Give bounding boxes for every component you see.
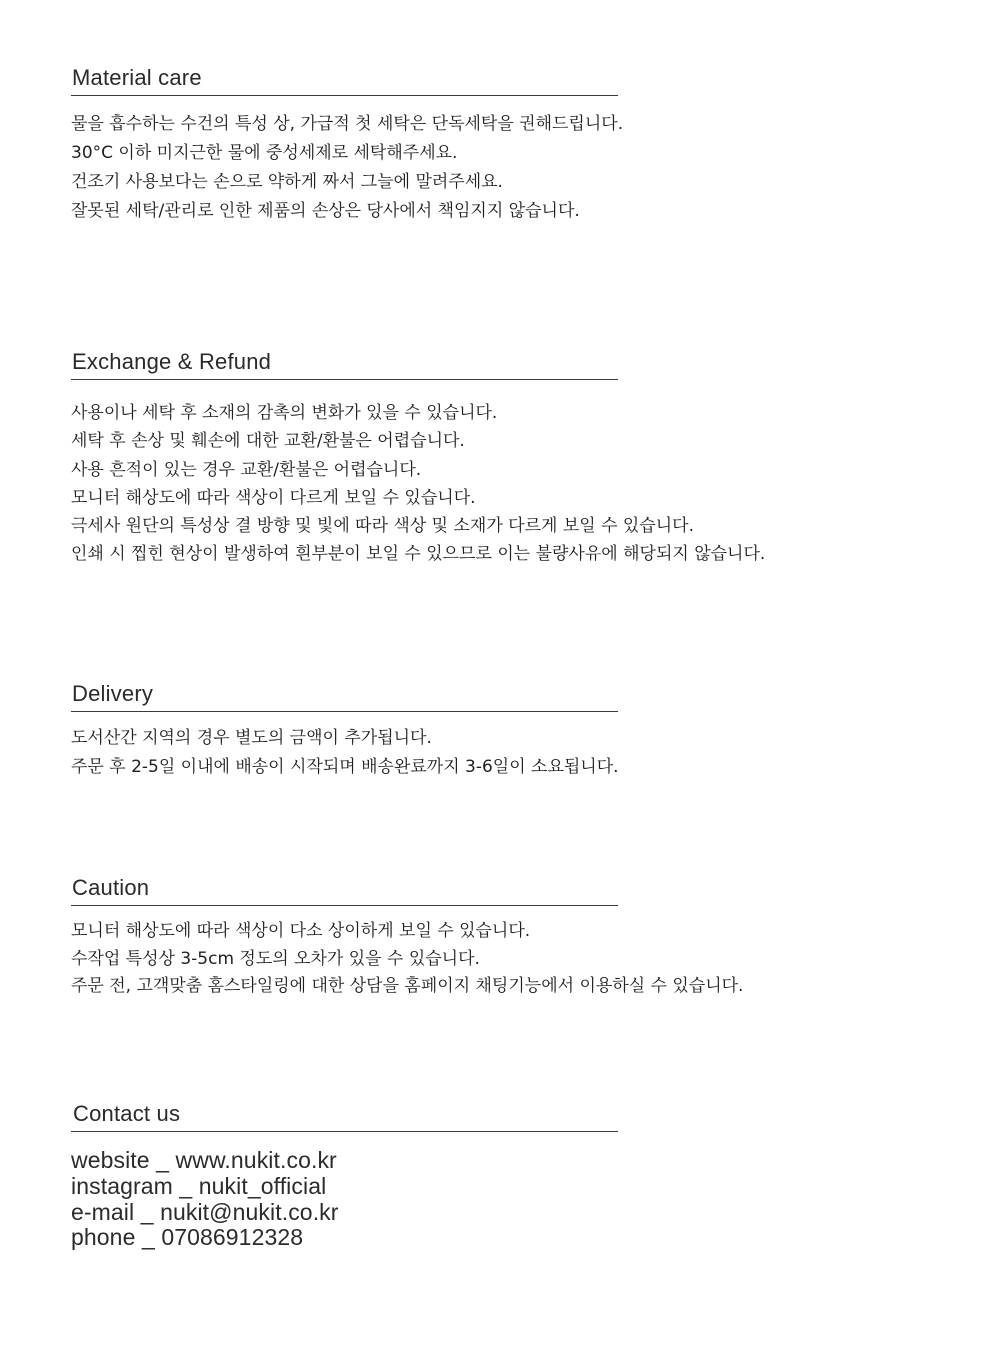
material-care-line: 건조기 사용보다는 손으로 약하게 짜서 그늘에 말려주세요. (71, 172, 503, 192)
delivery-title: Delivery (72, 681, 154, 706)
delivery-divider (71, 711, 618, 712)
contact-email: e-mail _ nukit@nukit.co.kr (71, 1198, 339, 1225)
caution-divider (71, 905, 618, 906)
exchange-refund-line: 인쇄 시 찝힌 현상이 발생하여 흰부분이 보일 수 있으므로 이는 불량사유에 해당되지 않습니다. (71, 544, 766, 565)
material-care-line: 물을 흡수하는 수건의 특성 상, 가급적 첫 세탁은 단독세탁을 권해드립니다. (71, 114, 624, 134)
exchange-refund-line: 사용 흔적이 있는 경우 교환/환불은 어렵습니다. (71, 459, 422, 480)
contact-divider (71, 1131, 618, 1132)
delivery-line: 주문 후 2-5일 이내에 배송이 시작되며 배송완료까지 3-6일이 소요됩니다. (71, 757, 619, 777)
exchange-refund-section (71, 347, 766, 569)
delivery-section (71, 679, 619, 782)
exchange-refund-title: Exchange & Refund (72, 349, 272, 374)
caution-section (71, 873, 744, 1001)
contact-instagram: instagram _ nukit_official (71, 1172, 327, 1199)
caution-line: 모니터 해상도에 따라 색상이 다소 상이하게 보일 수 있습니다. (71, 921, 531, 941)
contact-section (71, 1099, 619, 1251)
delivery-line: 도서산간 지역의 경우 별도의 금액이 추가됩니다. (71, 728, 432, 748)
material-care-line: 30°C 이하 미지근한 물에 중성세제로 세탁해주세요. (71, 143, 458, 163)
exchange-refund-line: 세탁 후 손상 및 훼손에 대한 교환/환불은 어렵습니다. (71, 431, 465, 452)
caution-line: 주문 전, 고객맞춤 홈스타일링에 대한 상담을 홈페이지 채팅기능에서 이용하실 수 있습니다. (71, 976, 744, 996)
exchange-refund-list (71, 399, 971, 569)
exchange-refund-divider (71, 379, 618, 380)
material-care-list (71, 110, 971, 226)
caution-title: Caution (72, 875, 150, 900)
delivery-list (71, 724, 971, 782)
material-care-section (71, 63, 624, 226)
exchange-refund-line: 사용이나 세탁 후 소재의 감촉의 변화가 있을 수 있습니다. (71, 403, 498, 423)
contact-website: website _ www.nukit.co.kr (71, 1147, 337, 1173)
exchange-refund-line: 모니터 해상도에 따라 색상이 다르게 보일 수 있습니다. (71, 487, 476, 508)
material-care-line: 잘못된 세탁/관리로 인한 제품의 손상은 당사에서 책임지지 않습니다. (71, 201, 580, 221)
exchange-refund-line: 극세사 원단의 특성상 결 방향 및 빛에 따라 색상 및 소재가 다르게 보일 수 있습니다. (71, 516, 694, 537)
caution-list (71, 918, 971, 1001)
material-care-title: Material care (72, 65, 202, 90)
caution-line: 수작업 특성상 3-5cm 정도의 오차가 있을 수 있습니다. (71, 948, 480, 969)
contact-title: Contact us (73, 1101, 181, 1126)
material-care-divider (71, 95, 618, 96)
contact-list (71, 1148, 971, 1251)
contact-phone: phone _ 07086912328 (71, 1224, 304, 1251)
